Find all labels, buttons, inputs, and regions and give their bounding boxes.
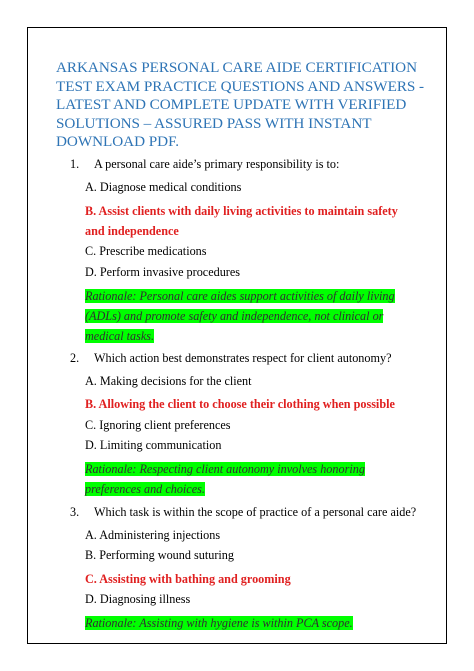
question-list (60, 157, 420, 634)
question-3-stem (60, 505, 420, 520)
rationale (85, 286, 420, 347)
question-number: 1. (70, 157, 80, 171)
option-c: C. Prescribe medications (85, 244, 207, 259)
rationale (85, 459, 420, 500)
rationale-text: Rationale: Assisting with hygiene is within PCA scope. (85, 616, 353, 630)
question-2-stem (60, 351, 420, 366)
document-title: ARKANSAS PERSONAL CARE AIDE CERTIFICATION TEST EXAM PRACTICE QUESTIONS AND ANSWERS - LATEST AND COMPLETE UPDATE WITH VERIFIED SOLUTIONS – ASSURED PASS WITH INSTANT DOWNLOAD PDF. (56, 59, 425, 150)
option-c-correct-answer: C. Assisting with bathing and grooming (85, 572, 291, 586)
option-d: D. Diagnosing illness (85, 592, 191, 607)
question-text: Which action best demonstrates respect for client autonomy? (94, 350, 392, 365)
rationale-text: Rationale: Personal care aides support activities of daily living (ADLs) and promote safety and independence, not clinical or medical tasks. (85, 288, 395, 344)
rationale (85, 613, 420, 633)
option-a: A. Making decisions for the client (85, 373, 252, 388)
option-b: B. Performing wound suturing (85, 548, 234, 563)
question-number: 3. (70, 504, 80, 519)
question-text: A personal care aide’s primary responsibility is to: (94, 157, 340, 171)
question-1 (60, 157, 420, 347)
option-b-correct-answer: B. Allowing the client to choose their clothing when possible (85, 397, 395, 412)
option-d: D. Perform invasive procedures (85, 265, 241, 279)
question-2 (60, 351, 420, 500)
question-number: 2. (70, 350, 80, 365)
option-a: A. Administering injections (85, 527, 221, 542)
question-1-stem (60, 157, 420, 172)
question-text: Which task is within the scope of practice of a personal care aide? (94, 504, 417, 519)
option-d: D. Limiting communication (85, 438, 222, 453)
option-a: A. Diagnose medical conditions (85, 180, 242, 194)
rationale-text: Rationale: Respecting client autonomy involves honoring preferences and choices. (85, 462, 365, 497)
question-3 (60, 505, 420, 634)
option-c: C. Ignoring client preferences (85, 417, 231, 432)
option-b-correct-answer: B. Assist clients with daily living activities to maintain safety and independence (85, 203, 398, 238)
